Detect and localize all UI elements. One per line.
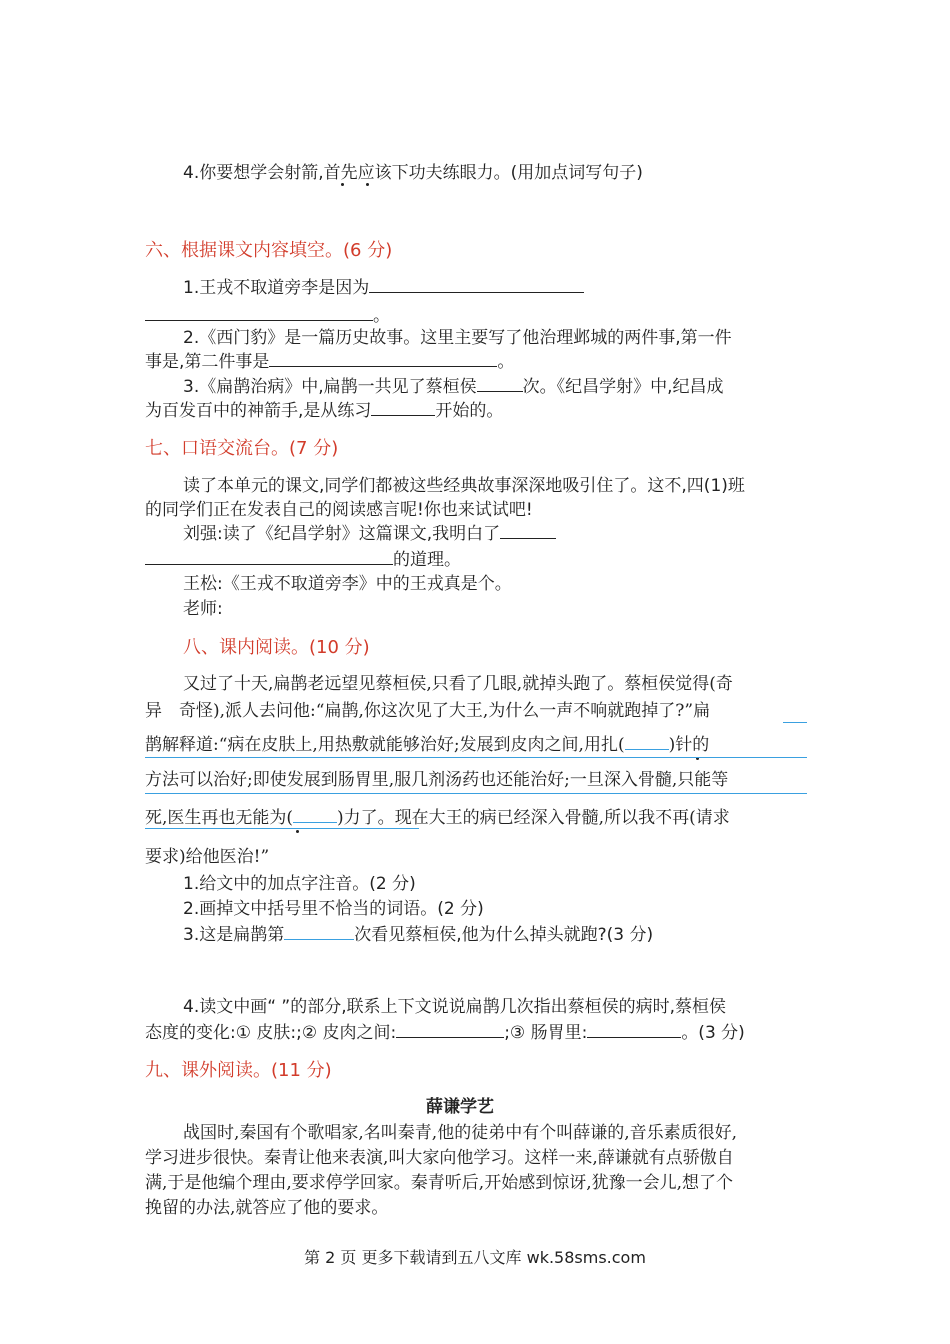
section-8-title: 八、课内阅读。(10 分) — [183, 637, 370, 658]
story-line-4: 挽留的办法,就答应了他的要求。 — [145, 1198, 389, 1218]
marked-underline — [145, 793, 807, 794]
sec8-question-2: 2.画掉文中括号里不恰当的词语。(2 分) — [183, 899, 484, 919]
sec6-line-2: 。 — [145, 304, 390, 327]
marked-underline — [145, 828, 419, 829]
passage-line-4: 方法可以治好;即使发展到肠胃里,服几剂汤药也还能治好;一旦深入骨髓,只能等 — [145, 770, 729, 790]
story-title: 薛谦学艺 — [426, 1097, 494, 1117]
sec7-line-4: 的道理。 — [145, 548, 461, 571]
answer-blank[interactable] — [500, 522, 556, 539]
answer-blank[interactable] — [145, 548, 393, 565]
answer-blank[interactable] — [145, 304, 373, 321]
section-9-title: 九、课外阅读。(11 分) — [145, 1060, 332, 1081]
sec6-line-6: 为百发百中的神箭手,是从练习 开始的。 — [145, 401, 504, 421]
sec7-line-2: 的同学们正在发表自己的阅读感言呢!你也来试试吧! — [145, 500, 533, 520]
marked-underline — [783, 722, 807, 723]
sec8-question-4-answer: 态度的变化:① 皮肤:;② 皮肉之间: ;③ 肠胃里: 。(3 分) — [145, 1023, 745, 1043]
pinyin-blank[interactable] — [625, 733, 669, 750]
answer-blank[interactable] — [396, 1021, 504, 1038]
marked-underline — [145, 757, 807, 758]
pinyin-blank[interactable] — [293, 806, 337, 823]
section-7-title: 七、口语交流台。(7 分) — [145, 438, 339, 459]
answer-blank[interactable] — [477, 375, 523, 392]
passage-line-5: 死,医生再也无能为( )力了。现在大王的病已经深入骨髓,所以我不再(请求 — [145, 808, 730, 828]
emphasis-dot — [296, 830, 299, 833]
sec8-question-4: 4.读文中画“ ”的部分,联系上下文说说扁鹊几次指出蔡桓侯的病时,蔡桓侯 — [183, 997, 727, 1017]
section-6-title: 六、根据课文内容填空。(6 分) — [145, 240, 393, 261]
question-4-sentence: 4.你要想学会射箭,首先应该下功夫练眼力。(用加点词写句子) — [183, 163, 643, 183]
passage-line-2: 异 奇怪),派人去问他:“扁鹊,你这次见了大王,为什么一声不响就跑掉了?”扁 — [145, 701, 711, 721]
passage-line-6: 要求)给他医治!” — [145, 847, 270, 867]
sec7-line-5: 王松:《王戎不取道旁李》中的王戎真是个。 — [183, 574, 512, 594]
sec7-line-6: 老师: — [183, 599, 223, 619]
passage-line-1: 又过了十天,扁鹊老远望见蔡桓侯,只看了几眼,就掉头跑了。蔡桓侯觉得(奇 — [183, 674, 733, 694]
story-line-3: 满,于是他编个理由,要求停学回家。秦青听后,开始感到惊讶,犹豫一会儿,想了个 — [145, 1173, 734, 1193]
story-line-2: 学习进步很快。秦青让他来表演,叫大家向他学习。这样一来,薛谦就有点骄傲自 — [145, 1148, 734, 1168]
answer-blank[interactable] — [284, 923, 354, 940]
sec6-line-3: 2.《西门豹》是一篇历史故事。这里主要写了他治理邺城的两件事,第一件 — [183, 328, 732, 348]
sec6-line-5: 3.《扁鹊治病》中,扁鹊一共见了蔡桓侯 次。《纪昌学射》中,纪昌成 — [183, 377, 724, 397]
sec6-line-1: 1.王戎不取道旁李是因为 — [183, 276, 584, 299]
sec6-line-4: 事是,第二件事是 。 — [145, 352, 515, 372]
story-line-1: 战国时,秦国有个歌唱家,名叫秦青,他的徒弟中有个叫薛谦的,音乐素质很好, — [183, 1123, 738, 1143]
sec7-line-3: 刘强:读了《纪昌学射》这篇课文,我明白了 — [183, 522, 556, 545]
sec8-question-3: 3.这是扁鹊第 次看见蔡桓侯,他为什么掉头就跑?(3 分) — [183, 925, 654, 945]
answer-blank[interactable] — [371, 399, 435, 416]
passage-line-3: 鹊解释道:“病在皮肤上,用热敷就能够治好;发展到皮肉之间,用扎( )针的 — [145, 735, 710, 755]
answer-blank[interactable] — [587, 1021, 681, 1038]
emphasis-dot — [341, 183, 344, 186]
answer-blank[interactable] — [369, 276, 584, 293]
emphasis-dot — [366, 183, 369, 186]
sec7-line-1: 读了本单元的课文,同学们都被这些经典故事深深地吸引住了。这不,四(1)班 — [183, 476, 745, 496]
page-footer: 第 2 页 更多下载请到五八文库 wk.58sms.com — [304, 1248, 646, 1267]
sec8-question-1: 1.给文中的加点字注音。(2 分) — [183, 874, 416, 894]
answer-blank[interactable] — [269, 350, 497, 367]
